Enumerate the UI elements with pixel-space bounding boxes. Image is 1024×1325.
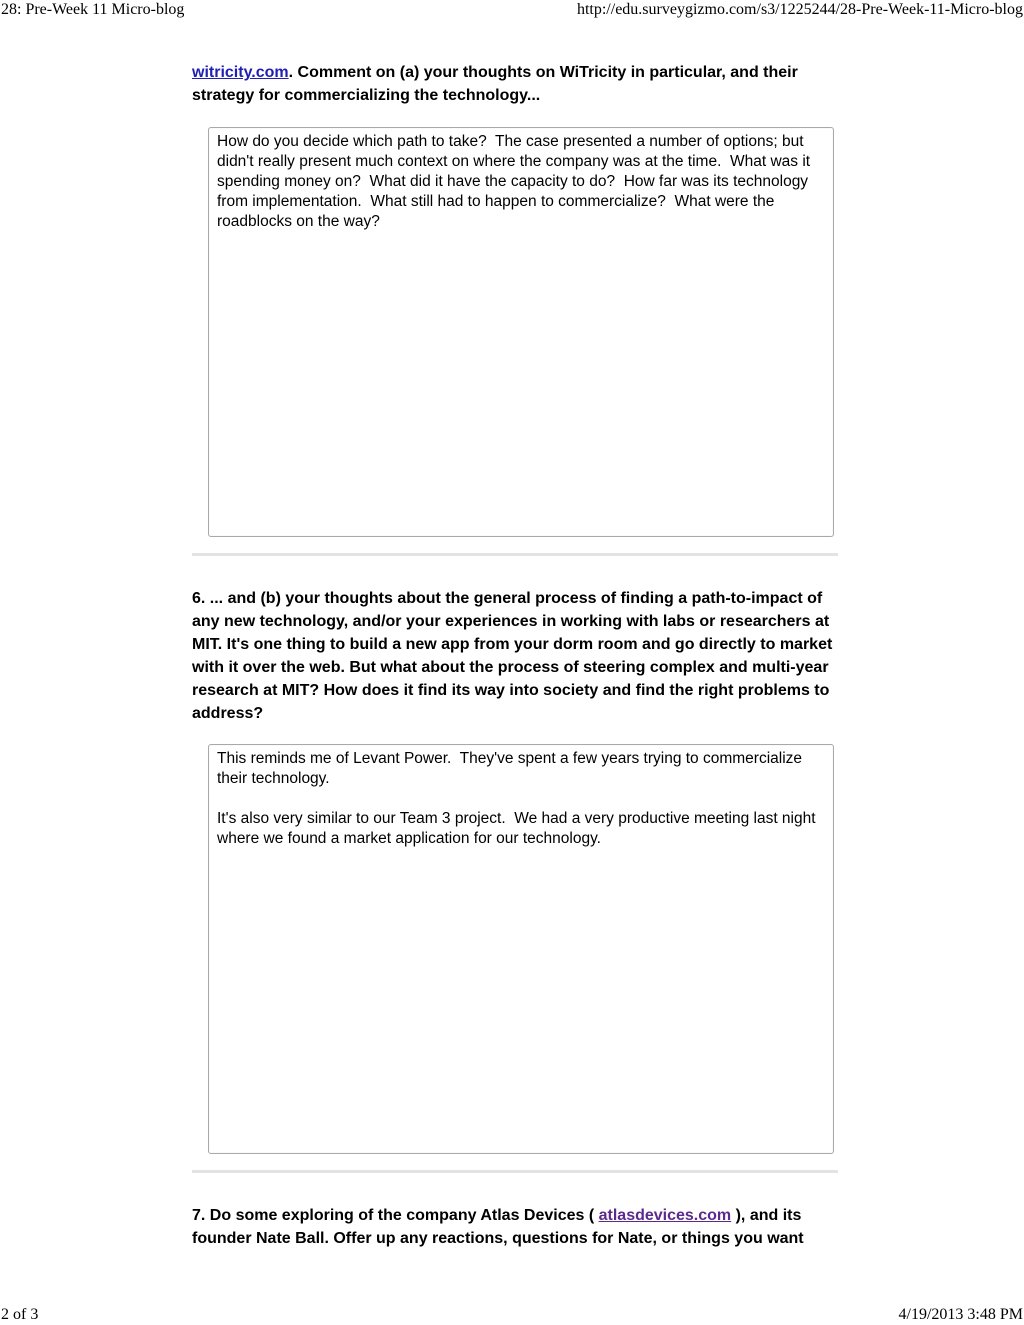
question-5-text-line1: . Comment on (a) your thoughts on WiTricity in particular, and their (288, 64, 798, 81)
question-5-answer-textarea[interactable]: How do you decide which path to take? The case presented a number of options; but didn't really present much context on where the company was at the time. What was it spending money on? What did it have the capacity to do? How far was its technology from implementation. What still had to happen to commercialize? What were the roadblocks on the way? (208, 127, 834, 537)
question-separator (192, 1170, 838, 1173)
question-7-prompt (192, 1204, 839, 1250)
page-url: http://edu.surveygizmo.com/s3/1225244/28-Pre-Week-11-Micro-blog (576, 1, 1023, 18)
question-6-answer-textarea[interactable]: This reminds me of Levant Power. They've spent a few years trying to commercialize their technology. It's also very similar to our Team 3 project. We had a very productive meeting last night where we found a market application for our technology. (208, 744, 834, 1154)
question-5-prompt (192, 61, 839, 107)
page-title: 28: Pre-Week 11 Micro-blog (1, 1, 185, 18)
witricity-link[interactable]: witricity.com (192, 64, 289, 81)
page-number: 2 of 3 (1, 1306, 39, 1323)
question-7-text-before: 7. Do some exploring of the company Atlas Devices ( (192, 1207, 599, 1224)
print-datetime: 4/19/2013 3:48 PM (898, 1306, 1023, 1323)
question-separator (192, 553, 838, 556)
question-6-prompt: 6. ... and (b) your thoughts about the general process of finding a path-to-impact of any new technology, and/or your experiences in working with labs or researchers at MIT. It's one thing to build a new app from your dorm room and go directly to market with it over the web. But what about the process of steering complex and multi-year research at MIT? How does it find its way into society and find the right problems to address? (192, 590, 833, 722)
question-7-text-after: ), and its founder Nate Ball. Offer up any reactions, questions for Nate, or things you want (192, 1207, 804, 1247)
question-5-text-line2: strategy for commercializing the technology... (192, 87, 541, 104)
atlasdevices-link[interactable]: atlasdevices.com (598, 1207, 732, 1224)
